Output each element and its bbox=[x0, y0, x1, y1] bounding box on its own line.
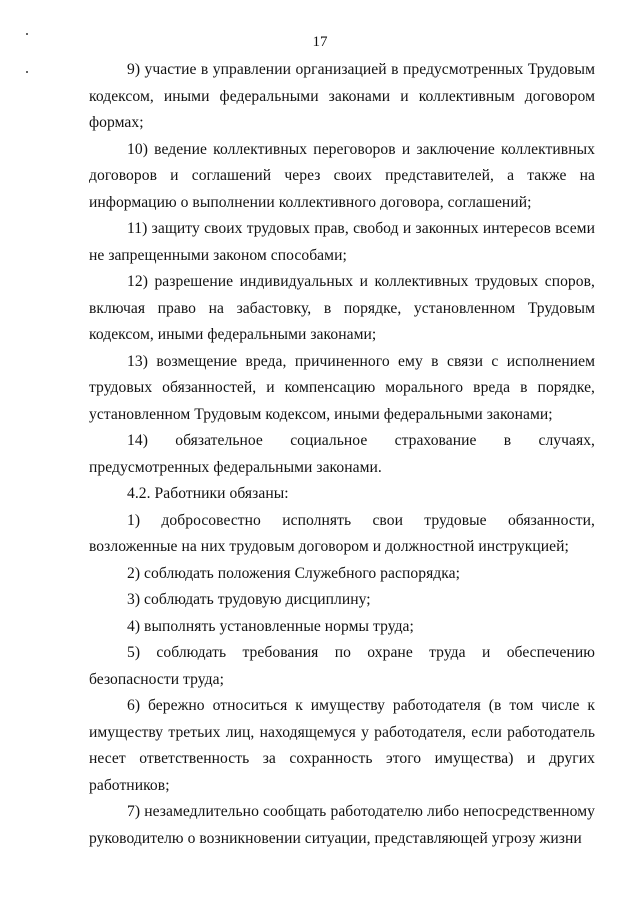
scan-speck bbox=[26, 71, 28, 73]
paragraph: 10) ведение коллективных переговоров и заключение коллективных договоров и соглашений через своих представителей, а также на информацию о выполнении коллективного договора, соглашений; bbox=[89, 140, 595, 211]
section-heading: 4.2. Работники обязаны: bbox=[127, 485, 289, 502]
paragraph: 11) защиту своих трудовых прав, свобод и законных интересов всеми не запрещенными законом способами; bbox=[89, 220, 595, 264]
paragraph: 5) соблюдать требования по охране труда и обеспечению безопасности труда; bbox=[89, 644, 595, 688]
paragraph: 4) выполнять установленные нормы труда; bbox=[127, 617, 414, 635]
document-body bbox=[89, 57, 595, 852]
paragraph: 9) участие в управлении организацией в предусмотренных Трудовым кодексом, иными федеральными законами и коллективным договором формах; bbox=[89, 61, 595, 131]
paragraph: 14) обязательное социальное страхование в случаях, предусмотренных федеральными законами. bbox=[89, 432, 595, 476]
paragraph: 12) разрешение индивидуальных и коллективных трудовых споров, включая право на забастовку, в порядке, установленном Трудовым кодексом, иными федеральными законами; bbox=[89, 273, 595, 343]
paragraph: 3) соблюдать трудовую дисциплину; bbox=[127, 591, 371, 608]
page-number: 17 bbox=[312, 34, 328, 50]
paragraph: 1) добросовестно исполнять свои трудовые обязанности, возложенные на них трудовым договором и должностной инструкцией; bbox=[89, 511, 595, 555]
paragraph: 6) бережно относиться к имуществу работодателя (в том числе к имуществу третьих лиц, находящемуся у работодателя, если работодатель несет ответственность за сохранность этого имущества) и других работников; bbox=[89, 697, 595, 794]
paragraph: 7) незамедлительно сообщать работодателю либо непосредственному руководителю о возникновении ситуации, представляющей угрозу жизни bbox=[89, 803, 595, 847]
paragraph: 2) соблюдать положения Служебного распорядка; bbox=[127, 564, 461, 582]
paragraph: 13) возмещение вреда, причиненного ему в связи с исполнением трудовых обязанностей, и компенсацию морального вреда в порядке, установленном Трудовым кодексом, иными федеральными законами; bbox=[89, 352, 595, 423]
